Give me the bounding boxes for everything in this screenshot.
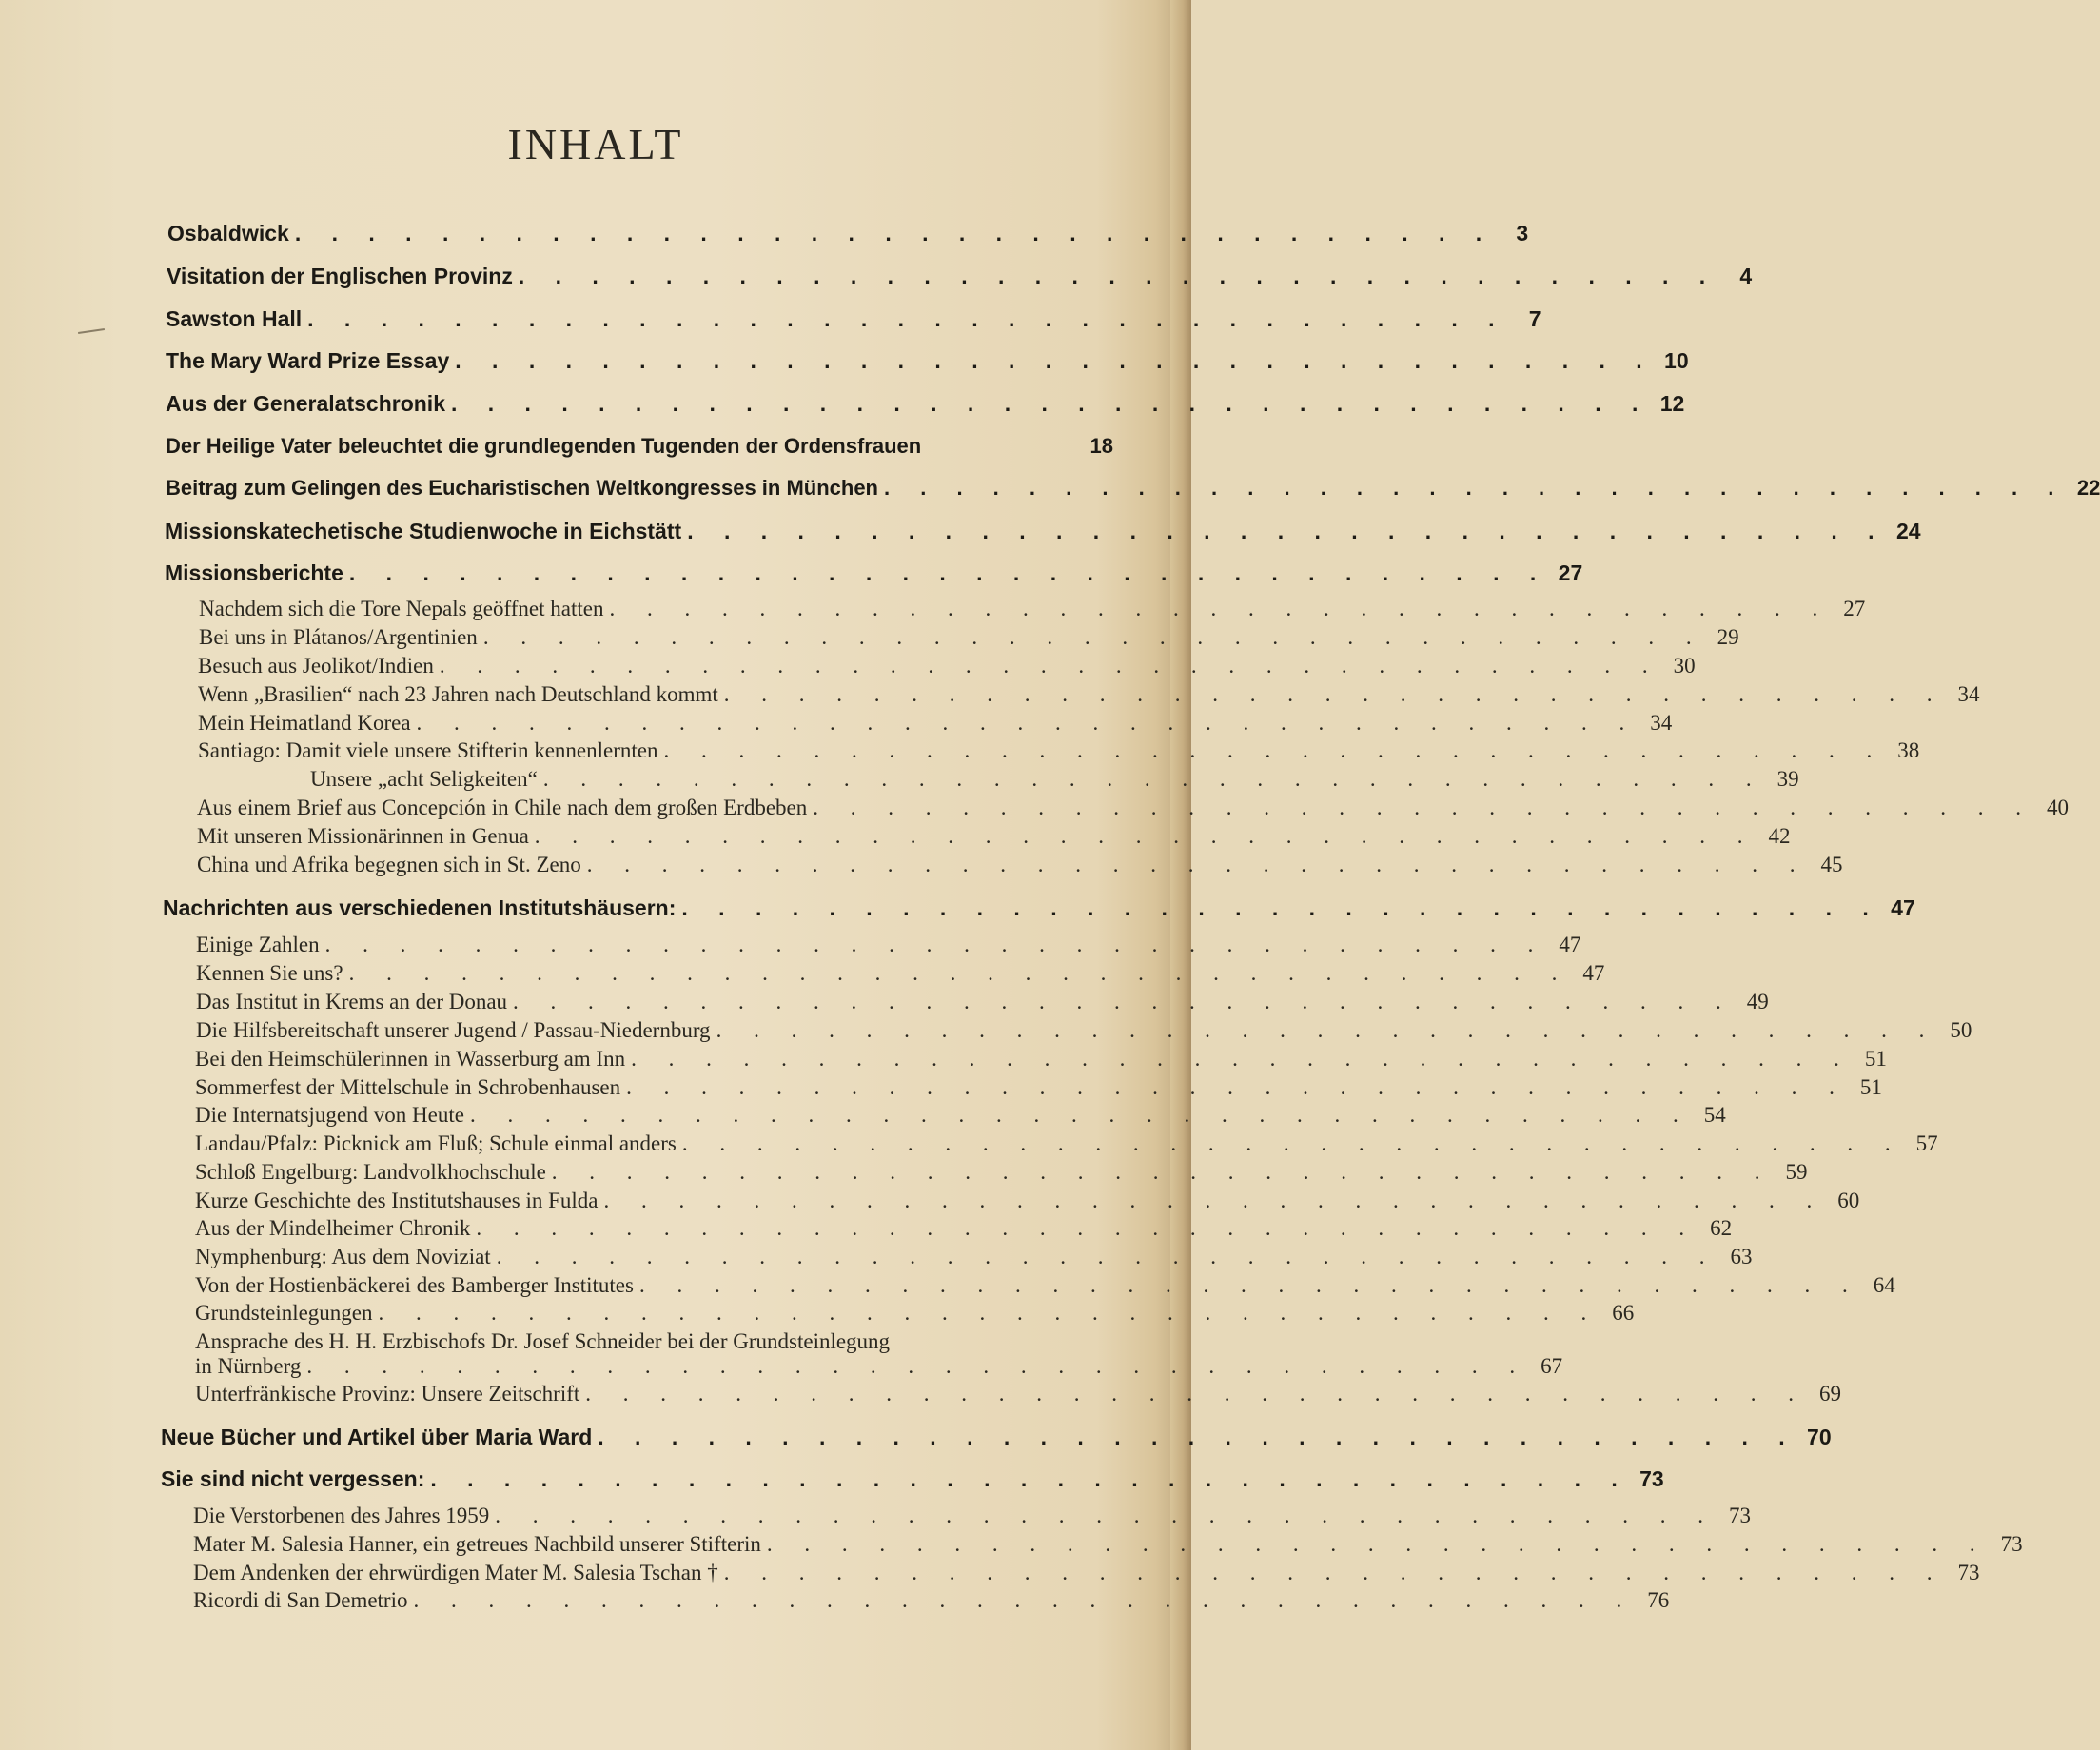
toc-subentry-page: 38 <box>1897 738 1920 762</box>
toc-subentry-title: Nachdem sich die Tore Nepals geöffnet hatten <box>199 597 604 620</box>
toc-subentry-page: 40 <box>2047 796 2070 819</box>
toc-subentry-title: Von der Hostienbäckerei des Bamberger Institutes <box>195 1273 634 1297</box>
toc-entry-page: 22 <box>2076 476 2100 500</box>
toc-subentry-title: Nymphenburg: Aus dem Noviziat <box>195 1245 491 1268</box>
toc-subentry-page: 66 <box>1612 1301 1635 1325</box>
toc-subentry-title: Besuch aus Jeolikot/Indien <box>198 654 434 678</box>
toc-entry-page: 18 <box>1089 434 1113 458</box>
toc-subentry-page: 73 <box>1729 1504 1752 1527</box>
toc-subentry-page: 51 <box>1864 1047 1887 1071</box>
toc-subentry-title: Wenn „Brasilien“ nach 23 Jahren nach Deutschland kommt <box>198 682 718 706</box>
toc-subentry[interactable]: Kennen Sie uns? . . . . . . . . . . . . . . . . . . . . . . . . . . . . . . . . . 47 <box>196 961 1605 985</box>
toc-entry[interactable] <box>166 434 1113 459</box>
toc-subentry-page: 62 <box>1710 1216 1733 1240</box>
toc-entry-page: 7 <box>1528 306 1541 331</box>
toc-subentry[interactable]: Ansprache des H. H. Erzbischofs Dr. Josef Schneider bei der Grundsteinlegung in Nürnberg . . . . . . . . . . . . . . . . . . . . . . . . . . . . . . . . . 67 <box>195 1329 1563 1378</box>
toc-entry-title: Sie sind nicht vergessen: <box>161 1466 425 1491</box>
toc-entry[interactable]: Neue Bücher und Artikel über Maria Ward . . . . . . . . . . . . . . . . . . . . . . . . . . . . . . . . . 70 <box>161 1425 1832 1449</box>
toc-subentry[interactable]: Von der Hostienbäckerei des Bamberger Institutes . . . . . . . . . . . . . . . . . . . . . . . . . . . . . . . . . 64 <box>195 1273 1895 1297</box>
toc-subentry-page: 59 <box>1785 1160 1808 1184</box>
toc-entry-title: Missionsberichte <box>165 560 343 585</box>
toc-subentry-page: 42 <box>1768 824 1791 848</box>
toc-subentry-page: 50 <box>1950 1018 1972 1042</box>
toc-entry-page: 24 <box>1895 519 1921 543</box>
toc-subentry[interactable]: Die Hilfsbereitschaft unserer Jugend / Passau-Niedernburg . . . . . . . . . . . . . . . . . . . . . . . . . . . . . . . . . 50 <box>196 1018 1972 1042</box>
toc-subentry-title: Die Hilfsbereitschaft unserer Jugend / Passau-Niedernburg <box>196 1018 711 1042</box>
toc-subentry[interactable]: Nymphenburg: Aus dem Noviziat . . . . . . . . . . . . . . . . . . . . . . . . . . . . . . . . . 63 <box>195 1245 1753 1268</box>
toc-subentry[interactable]: Unsere „acht Seligkeiten“ . . . . . . . . . . . . . . . . . . . . . . . . . . . . . . . . . 39 <box>310 767 1799 791</box>
toc-subentry-page: 39 <box>1776 767 1799 791</box>
toc-subentry-title: Bei uns in Plátanos/Argentinien <box>199 625 478 649</box>
toc-entry[interactable]: Nachrichten aus verschiedenen Institutshäusern: . . . . . . . . . . . . . . . . . . . . . . . . . . . . . . . . . 47 <box>163 895 1915 920</box>
toc-entry-title: Neue Bücher und Artikel über Maria Ward <box>161 1425 593 1449</box>
toc-entry-title: Aus der Generalatschronik <box>166 391 445 416</box>
toc-entry-page: 3 <box>1516 221 1529 246</box>
toc-entry[interactable]: Sie sind nicht vergessen: . . . . . . . . . . . . . . . . . . . . . . . . . . . . . . . . . 73 <box>161 1466 1664 1491</box>
toc-subentry-title: Die Verstorbenen des Jahres 1959 <box>193 1504 490 1527</box>
toc-subentry[interactable]: Einige Zahlen . . . . . . . . . . . . . . . . . . . . . . . . . . . . . . . . . 47 <box>196 933 1581 956</box>
toc-subentry-page: 54 <box>1703 1103 1726 1127</box>
toc-subentry[interactable]: China und Afrika begegnen sich in St. Zeno . . . . . . . . . . . . . . . . . . . . . . . . . . . . . . . . . 45 <box>197 853 1843 876</box>
toc-subentry[interactable]: Bei den Heimschülerinnen in Wasserburg am Inn . . . . . . . . . . . . . . . . . . . . . . . . . . . . . . . . . 51 <box>195 1047 1887 1071</box>
toc-subentry-page: 47 <box>1582 961 1605 985</box>
toc-subentry-title: Dem Andenken der ehrwürdigen Mater M. Salesia Tschan † <box>193 1561 718 1584</box>
toc-subentry-title-line2: in Nürnberg <box>195 1354 302 1378</box>
toc-entry[interactable]: The Mary Ward Prize Essay . . . . . . . . . . . . . . . . . . . . . . . . . . . . . . . . . 10 <box>166 348 1689 373</box>
toc-entry-page: 10 <box>1664 348 1689 373</box>
toc-subentry[interactable]: Mein Heimatland Korea . . . . . . . . . . . . . . . . . . . . . . . . . . . . . . . . . 34 <box>198 711 1673 735</box>
toc-subentry-title: Das Institut in Krems an der Donau <box>196 990 508 1013</box>
toc-entry-page: 27 <box>1558 560 1583 585</box>
toc-subentry-page: 63 <box>1730 1245 1753 1268</box>
toc-entry[interactable]: Aus der Generalatschronik . . . . . . . . . . . . . . . . . . . . . . . . . . . . . . . . . 12 <box>166 391 1685 416</box>
toc-subentry-title: Ricordi di San Demetrio <box>193 1588 408 1612</box>
toc-subentry-title: China und Afrika begegnen sich in St. Zeno <box>197 853 581 876</box>
toc-subentry[interactable]: Ricordi di San Demetrio . . . . . . . . . . . . . . . . . . . . . . . . . . . . . . . . . 76 <box>193 1588 1670 1612</box>
toc-subentry[interactable]: Unterfränkische Provinz: Unsere Zeitschrift . . . . . . . . . . . . . . . . . . . . . . . . . . . . . . . . . 69 <box>195 1382 1842 1406</box>
toc-subentry-page: 60 <box>1837 1189 1860 1212</box>
toc-subentry-page: 51 <box>1859 1075 1882 1099</box>
toc-entry-title: The Mary Ward Prize Essay <box>166 348 450 373</box>
toc-subentry-title: Santiago: Damit viele unsere Stifterin kennenlernten <box>198 738 658 762</box>
toc-entry-page: 4 <box>1739 264 1753 288</box>
toc-subentry-title: Unsere „acht Seligkeiten“ <box>310 767 538 791</box>
toc-subentry-page: 27 <box>1843 597 1866 620</box>
toc-subentry[interactable]: Kurze Geschichte des Institutshauses in Fulda . . . . . . . . . . . . . . . . . . . . . . . . . . . . . . . . . 60 <box>195 1189 1860 1212</box>
toc-entry[interactable]: Beitrag zum Gelingen des Eucharistischen Weltkongresses in München . . . . . . . . . . . . . . . . . . . . . . . . . . . . . . . . . 22 <box>166 476 2100 500</box>
toc-entry-title: Visitation der Englischen Provinz <box>167 264 513 288</box>
toc-subentry-page: 47 <box>1559 933 1581 956</box>
toc-entry[interactable]: Missionsberichte . . . . . . . . . . . . . . . . . . . . . . . . . . . . . . . . . 27 <box>165 560 1583 585</box>
toc-entry[interactable]: Sawston Hall . . . . . . . . . . . . . . . . . . . . . . . . . . . . . . . . . 7 <box>166 306 1541 331</box>
toc-subentry-page: 30 <box>1673 654 1696 678</box>
toc-subentry[interactable]: Sommerfest der Mittelschule in Schrobenhausen . . . . . . . . . . . . . . . . . . . . . . . . . . . . . . . . . 51 <box>195 1075 1882 1099</box>
toc-subentry-page: 69 <box>1819 1382 1842 1406</box>
toc-subentry-title: Schloß Engelburg: Landvolkhochschule <box>195 1160 546 1184</box>
toc-subentry[interactable]: Wenn „Brasilien“ nach 23 Jahren nach Deutschland kommt . . . . . . . . . . . . . . . . . . . . . . . . . . . . . . . . . 34 <box>198 682 1980 706</box>
toc-subentry-title: Mit unseren Missionärinnen in Genua <box>197 824 529 848</box>
toc-subentry-title: Grundsteinlegungen <box>195 1301 373 1325</box>
toc-subentry[interactable]: Landau/Pfalz: Picknick am Fluß; Schule einmal anders . . . . . . . . . . . . . . . . . . . . . . . . . . . . . . . . . 57 <box>195 1131 1938 1155</box>
toc-subentry-page: 73 <box>2000 1532 2023 1556</box>
toc-subentry-title: Kennen Sie uns? <box>196 961 343 985</box>
toc-subentry[interactable]: Die Verstorbenen des Jahres 1959 . . . . . . . . . . . . . . . . . . . . . . . . . . . . . . . . . 73 <box>193 1504 1752 1527</box>
toc-subentry-page: 49 <box>1746 990 1769 1013</box>
toc-subentry-title: Aus der Mindelheimer Chronik <box>195 1216 471 1240</box>
toc-subentry-title: Unterfränkische Provinz: Unsere Zeitschrift <box>195 1382 580 1406</box>
toc-subentry[interactable]: Besuch aus Jeolikot/Indien . . . . . . . . . . . . . . . . . . . . . . . . . . . . . . . . . 30 <box>198 654 1696 678</box>
page-title: INHALT <box>507 120 684 168</box>
toc-subentry-page: 73 <box>1957 1561 1980 1584</box>
toc-entry[interactable]: Osbaldwick . . . . . . . . . . . . . . . . . . . . . . . . . . . . . . . . . 3 <box>167 221 1529 246</box>
toc-subentry[interactable]: Das Institut in Krems an der Donau . . . . . . . . . . . . . . . . . . . . . . . . . . . . . . . . . 49 <box>196 990 1769 1013</box>
toc-entry-page: 70 <box>1807 1425 1832 1449</box>
toc-subentry-title: Mater M. Salesia Hanner, ein getreues Nachbild unserer Stifterin <box>193 1532 761 1556</box>
toc-entry-title: Der Heilige Vater beleuchtet die grundlegenden Tugenden der Ordensfrauen <box>166 434 922 458</box>
toc-entry[interactable]: Missionskatechetische Studienwoche in Eichstätt . . . . . . . . . . . . . . . . . . . . . . . . . . . . . . . . . 24 <box>165 519 1921 543</box>
toc-subentry-title: Einige Zahlen <box>196 933 320 956</box>
toc-subentry-title: Aus einem Brief aus Concepción in Chile nach dem großen Erdbeben <box>197 796 808 819</box>
toc-entry-page: 73 <box>1639 1466 1664 1491</box>
toc-subentry[interactable]: Schloß Engelburg: Landvolkhochschule . . . . . . . . . . . . . . . . . . . . . . . . . . . . . . . . . 59 <box>195 1160 1808 1184</box>
toc-subentry[interactable]: Grundsteinlegungen . . . . . . . . . . . . . . . . . . . . . . . . . . . . . . . . . 66 <box>195 1301 1635 1325</box>
toc-subentry-title: Die Internatsjugend von Heute <box>195 1103 464 1127</box>
toc-subentry[interactable]: Dem Andenken der ehrwürdigen Mater M. Salesia Tschan † . . . . . . . . . . . . . . . . . . . . . . . . . . . . . . . . . 73 <box>193 1561 1980 1584</box>
toc-entry-page: 47 <box>1891 895 1915 920</box>
toc-entry-title: Osbaldwick <box>167 221 289 246</box>
toc-subentry[interactable]: Santiago: Damit viele unsere Stifterin kennenlernten . . . . . . . . . . . . . . . . . . . . . . . . . . . . . . . . . 38 <box>198 738 1920 762</box>
toc-entry-title: Beitrag zum Gelingen des Eucharistischen Weltkongresses in München <box>166 476 878 500</box>
toc-subentry[interactable]: Bei uns in Plátanos/Argentinien . . . . . . . . . . . . . . . . . . . . . . . . . . . . . . . . . 29 <box>199 625 1739 649</box>
toc-subentry[interactable]: Mater M. Salesia Hanner, ein getreues Nachbild unserer Stifterin . . . . . . . . . . . . . . . . . . . . . . . . . . . . . . . . . 73 <box>193 1532 2023 1556</box>
toc-subentry-title: Sommerfest der Mittelschule in Schrobenhausen <box>195 1075 621 1099</box>
toc-entry-title: Missionskatechetische Studienwoche in Eichstätt <box>165 519 682 543</box>
toc-subentry[interactable]: Aus der Mindelheimer Chronik . . . . . . . . . . . . . . . . . . . . . . . . . . . . . . . . . 62 <box>195 1216 1733 1240</box>
toc-subentry-title: Landau/Pfalz: Picknick am Fluß; Schule einmal anders <box>195 1131 677 1155</box>
toc-subentry[interactable]: Aus einem Brief aus Concepción in Chile nach dem großen Erdbeben . . . . . . . . . . . . . . . . . . . . . . . . . . . . . . . . . 40 <box>197 796 2070 819</box>
toc-subentry-page: 34 <box>1957 682 1980 706</box>
toc-subentry[interactable]: Die Internatsjugend von Heute . . . . . . . . . . . . . . . . . . . . . . . . . . . . . . . . . 54 <box>195 1103 1726 1127</box>
toc-subentry[interactable]: Nachdem sich die Tore Nepals geöffnet hatten . . . . . . . . . . . . . . . . . . . . . . . . . . . . . . . . . 27 <box>199 597 1866 620</box>
toc-subentry-page: 76 <box>1647 1588 1670 1612</box>
toc-subentry-page: 45 <box>1820 853 1843 876</box>
toc-subentry-page: 29 <box>1717 625 1739 649</box>
toc-subentry-title-line1: Ansprache des H. H. Erzbischofs Dr. Josef Schneider bei der Grundsteinlegung <box>195 1329 891 1353</box>
toc-subentry-page: 67 <box>1541 1354 1563 1378</box>
toc-subentry-page: 57 <box>1915 1131 1938 1155</box>
toc-entry-page: 12 <box>1659 391 1685 416</box>
toc-subentry-page: 64 <box>1873 1273 1895 1297</box>
toc-subentry-title: Kurze Geschichte des Institutshauses in Fulda <box>195 1189 599 1212</box>
toc-subentry-page: 34 <box>1650 711 1673 735</box>
toc-entry-title: Sawston Hall <box>166 306 303 331</box>
toc-subentry-title: Bei den Heimschülerinnen in Wasserburg am Inn <box>195 1047 626 1071</box>
toc-subentry-title: Mein Heimatland Korea <box>198 711 411 735</box>
toc-entry[interactable]: Visitation der Englischen Provinz . . . . . . . . . . . . . . . . . . . . . . . . . . . . . . . . . 4 <box>167 264 1753 288</box>
toc-entry-title: Nachrichten aus verschiedenen Institutshäusern: <box>163 895 677 920</box>
toc-subentry[interactable]: Mit unseren Missionärinnen in Genua . . . . . . . . . . . . . . . . . . . . . . . . . . . . . . . . . 42 <box>197 824 1791 848</box>
